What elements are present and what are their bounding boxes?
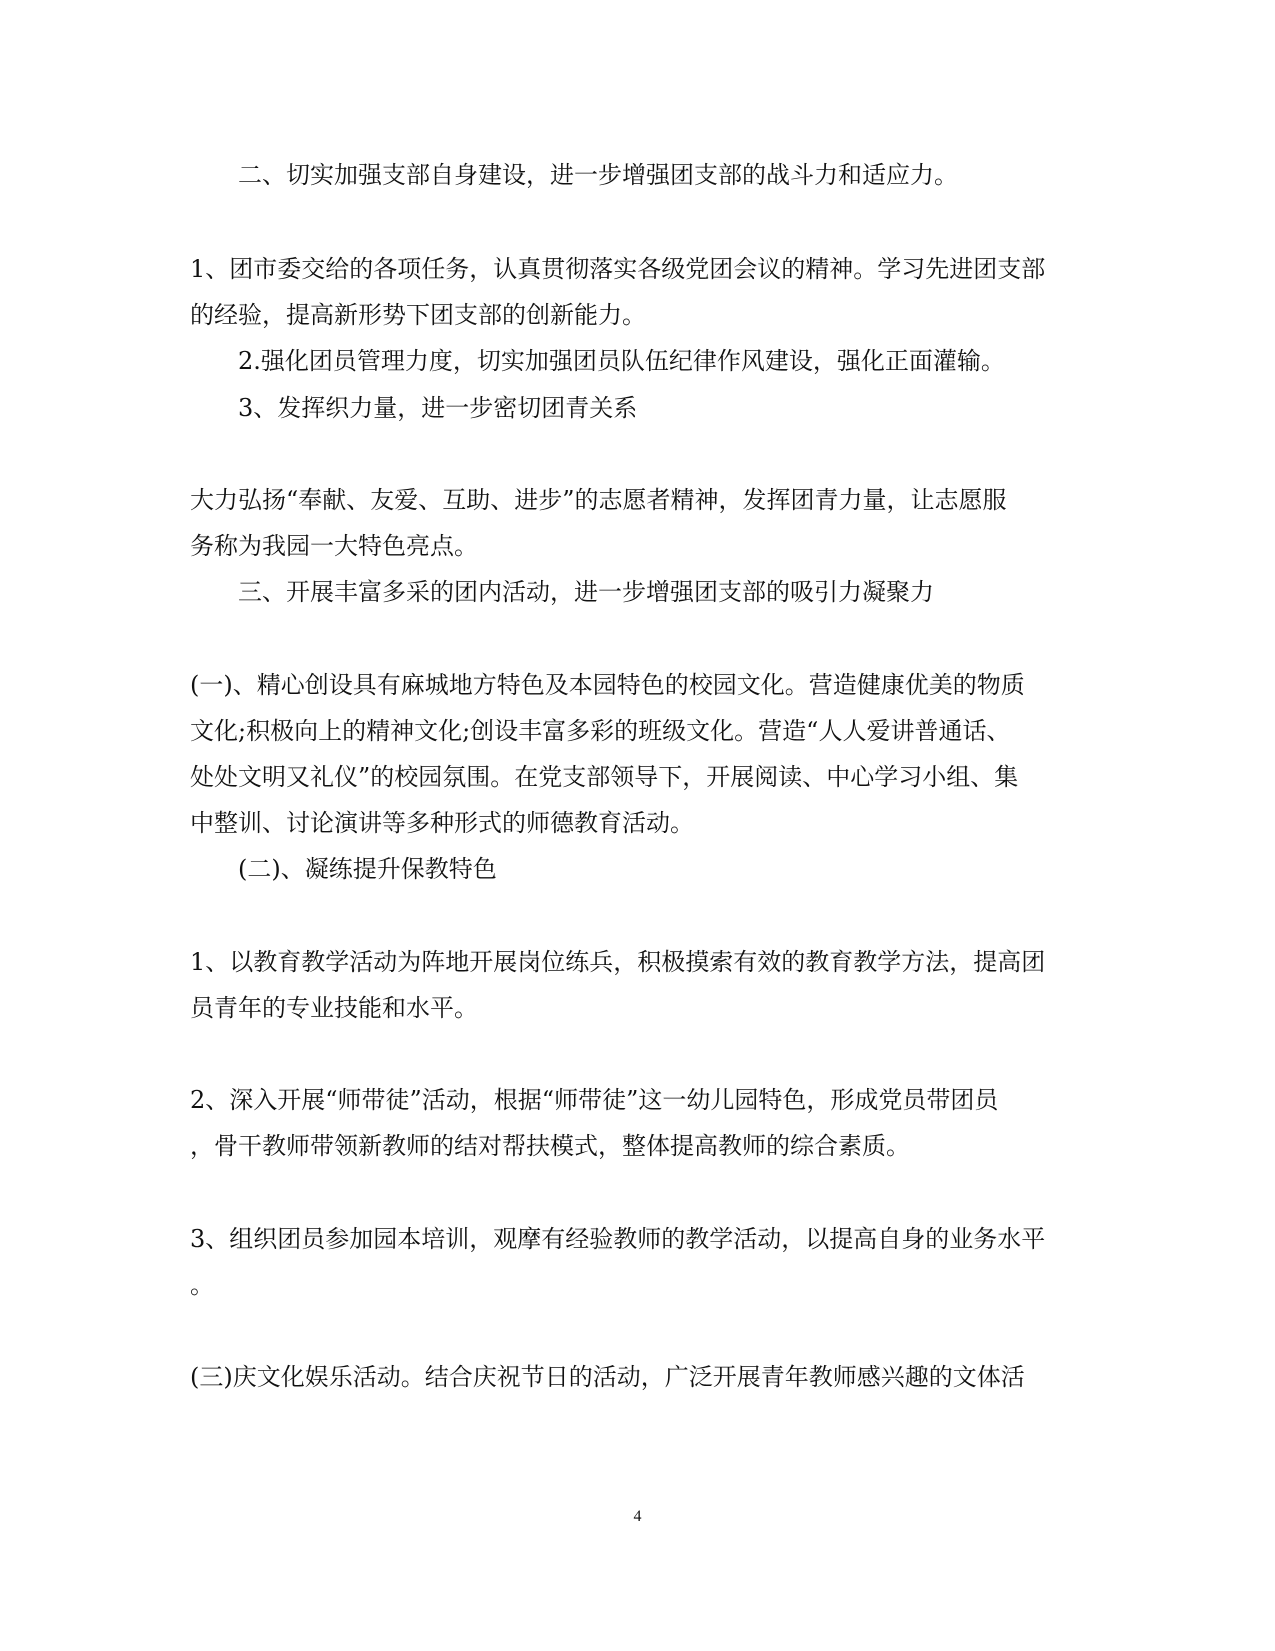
paragraph-line: 2.强化团员管理力度，切实加强团员队伍纪律作风建设，强化正面灌输。	[238, 347, 1005, 375]
paragraph-line: 文化;积极向上的精神文化;创设丰富多彩的班级文化。营造“人人爱讲普通话、	[190, 717, 1011, 745]
paragraph-line: ，骨干教师带领新教师的结对帮扶模式，整体提高教师的综合素质。	[190, 1132, 910, 1160]
paragraph-line: 的经验，提高新形势下团支部的创新能力。	[190, 301, 646, 329]
paragraph-line: (一)、精心创设具有麻城地方特色及本园特色的校园文化。营造健康优美的物质	[190, 671, 1025, 699]
page-number: 4	[633, 1508, 642, 1525]
paragraph-line: 员青年的专业技能和水平。	[190, 994, 478, 1022]
section-heading-2: 二、切实加强支部自身建设，进一步增强团支部的战斗力和适应力。	[238, 161, 958, 189]
paragraph-line: 处处文明又礼仪”的校园氛围。在党支部领导下，开展阅读、中心学习小组、集	[190, 763, 1019, 791]
paragraph-line: 大力弘扬“奉献、友爱、互助、进步”的志愿者精神，发挥团青力量，让志愿服	[190, 486, 1007, 514]
section-heading-3: 三、开展丰富多采的团内活动，进一步增强团支部的吸引力凝聚力	[238, 578, 934, 606]
subsection-heading: (二)、凝练提升保教特色	[238, 855, 497, 883]
paragraph-line: 中整训、讨论演讲等多种形式的师德教育活动。	[190, 809, 694, 837]
paragraph-line: 1、以教育教学活动为阵地开展岗位练兵，积极摸索有效的教育教学方法，提高团	[190, 948, 1046, 976]
paragraph-line: 。	[190, 1271, 214, 1299]
paragraph-line: (三)庆文化娱乐活动。结合庆祝节日的活动，广泛开展青年教师感兴趣的文体活	[190, 1363, 1025, 1391]
paragraph-line: 3、发挥织力量，进一步密切团青关系	[238, 394, 638, 422]
paragraph-line: 1、团市委交给的各项任务，认真贯彻落实各级党团会议的精神。学习先进团支部	[190, 255, 1046, 283]
paragraph-line: 2、深入开展“师带徒”活动，根据“师带徒”这一幼儿园特色，形成党员带团员	[190, 1086, 999, 1114]
paragraph-line: 3、组织团员参加园本培训，观摩有经验教师的教学活动，以提高自身的业务水平	[190, 1225, 1046, 1253]
paragraph-line: 务称为我园一大特色亮点。	[190, 532, 478, 560]
